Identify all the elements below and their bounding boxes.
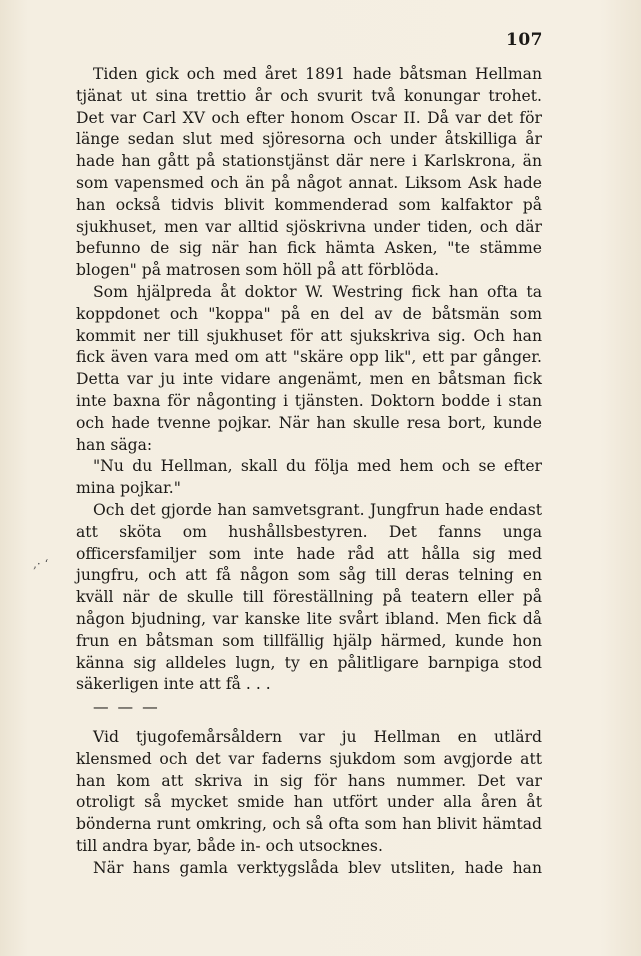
paragraph-4: Och det gjorde han samvetsgrant. Jungfrun hade endast att sköta om hushållsbestyren. Det fanns unga officersfamiljer som inte hade råd att hålla sig med jungfru, och att få någon som såg till deras telning en kväll när de skulle till föreställning på teatern eller på någon bjudning, var kanske lite svårt ibland. Men fick då frun en båtsman som tillfällig hjälp härmed, kunde hon känna sig alldeles lugn, ty en pålitligare barnpiga stod säkerligen inte att få . . . bbox=[76, 500, 542, 694]
paragraph-6: När hans gamla verktygslåda blev utsliten, hade han bbox=[93, 858, 542, 877]
paragraph-2: Som hjälpreda åt doktor W. Westring fick han ofta ta koppdonet och "koppa" på en del av de båtsmän som kommit ner till sjukhuset för att sjukskriva sig. Och han fick även vara med om att "skäre opp lik", ett par gånger. Detta var ju inte vidare angenämt, men en båtsman fick inte baxna för någonting i tjänsten. Doktorn bodde i stan och hade tvenne pojkar. När han skulle resa bort, kunde han säga: bbox=[76, 282, 542, 454]
paragraph-5: Vid tjugofemårsåldern var ju Hellman en utlärd klensmed och det var faderns sjukdom som avgjorde att han kom att skriva in sig för hans nummer. Det var otroligt så mycket smide han utfört under alla åren åt bönderna runt omkring, och så ofta som han blivit hämtad till andra byar, både in- och utsocknes. bbox=[76, 727, 542, 855]
section-separator: — — — bbox=[93, 698, 160, 717]
paragraph-1: Tiden gick och med året 1891 hade båtsman Hellman tjänat ut sina trettio år och svurit två konungar trohet. Det var Carl XV och efter honom Oscar II. Då var det för länge sedan slut med sjöresorna och under åtskilliga år hade han gått på stationstjänst där nere i Karlskrona, än som vapensmed och än på något annat. Liksom Ask hade han också tidvis blivit kommenderad som kalfaktor på sjukhuset, men var alltid sjöskrivna under tiden, och där befunno de sig när han fick hämta Asken, "te stämme blogen" på matrosen som höll på att förblöda. bbox=[76, 65, 542, 280]
margin-pencil-mark: ‚· ‘ bbox=[33, 557, 49, 571]
paragraph-3-quote: "Nu du Hellman, skall du följa med hem och se efter mina pojkar." bbox=[76, 457, 542, 498]
page-number: 107 bbox=[506, 30, 543, 50]
body-text bbox=[76, 64, 542, 879]
